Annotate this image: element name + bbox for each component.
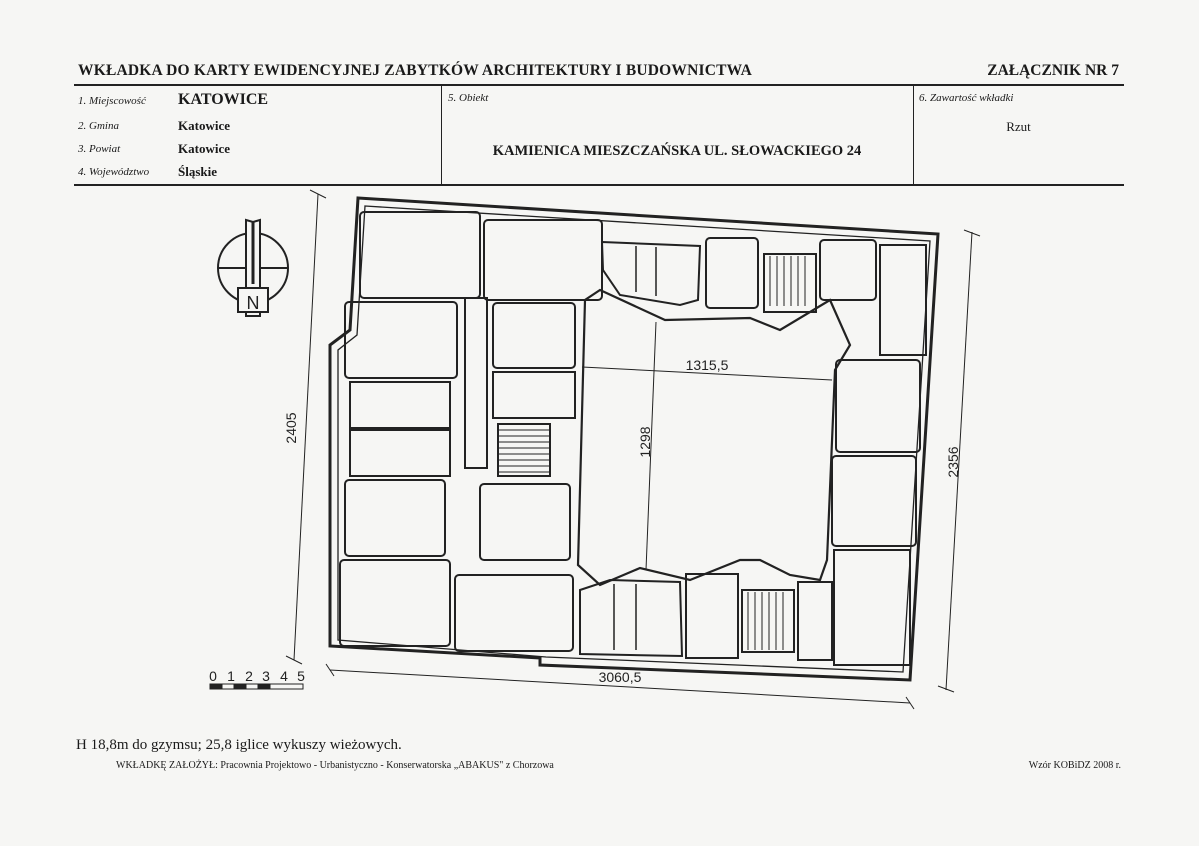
field-value-powiat: Katowice [178,141,230,156]
form-title: WKŁADKA DO KARTY EWIDENCYJNEJ ZABYTKÓW ARCHITEKTURY I BUDOWNICTWA [78,62,753,79]
dimension-front-width: 3060,5 [598,669,642,685]
room [706,238,758,308]
field-value-gmina: Katowice [178,118,230,133]
room [880,245,926,355]
outer-wall-inner-line [338,206,930,672]
dimension-right-depth: 2356 [945,446,961,478]
field-value-wojewodztwo: Śląskie [178,164,218,179]
room [465,298,487,468]
template-version: Wzór KOBiDZ 2008 r. [1028,760,1121,771]
height-note: H 18,8m do gzymsu; 25,8 iglice wykuszy wieżowych. [76,737,402,753]
field-value-obiekt: KAMIENICA MIESZCZAŃSKA UL. SŁOWACKIEGO 24 [492,143,862,159]
room [834,550,910,665]
room [493,372,575,418]
field-label-zawartosc: 6. Zawartość wkładki [919,92,1014,104]
room [493,303,575,368]
room [798,582,832,660]
courtyard-outline [578,290,850,585]
room [480,484,570,560]
staircase [742,590,794,652]
outer-wall [330,198,938,680]
room [350,430,450,476]
scale-bar [210,684,303,689]
field-value-zawartosc: Rzut [1006,119,1031,134]
staircase [764,254,816,312]
author-line [116,760,554,771]
author-value: Pracownia Projektowo - Urbanistyczno - Konserwatorska „ABAKUS" z Chorzowa [220,760,554,771]
scale-labels [209,668,305,684]
scale-label: 4 [280,668,288,684]
field-value-miejscowosc: KATOWICE [178,91,269,108]
annex-number: ZAŁĄCZNIK NR 7 [987,62,1119,79]
dimension-courtyard-depth: 1298 [637,426,653,458]
room [345,302,457,378]
room [836,360,920,452]
north-letter: N [246,293,260,313]
room [602,242,700,305]
room [580,580,682,656]
field-label-wojewodztwo: 4. Województwo [78,166,150,178]
scale-label: 3 [262,668,270,684]
room [686,574,738,658]
staircase [498,424,550,476]
room [340,560,450,646]
room [455,575,573,651]
field-label-gmina: 2. Gmina [78,120,119,132]
field-label-powiat: 3. Powiat [78,143,121,155]
room [345,480,445,556]
room [350,382,450,428]
room [832,456,916,546]
field-label-obiekt: 5. Obiekt [448,92,489,104]
scale-label: 5 [297,668,305,684]
dimension-courtyard-width: 1315,5 [685,357,729,373]
scale-label: 0 [209,668,217,684]
scale-label: 2 [245,668,253,684]
room [360,212,480,298]
author-label: WKŁADKĘ ZAŁOŻYŁ: [116,760,218,771]
dimension-left-depth: 2405 [283,412,299,444]
room [484,220,602,300]
room [820,240,876,300]
field-label-miejscowosc: 1. Miejscowość [78,95,146,107]
scale-label: 1 [227,668,235,684]
